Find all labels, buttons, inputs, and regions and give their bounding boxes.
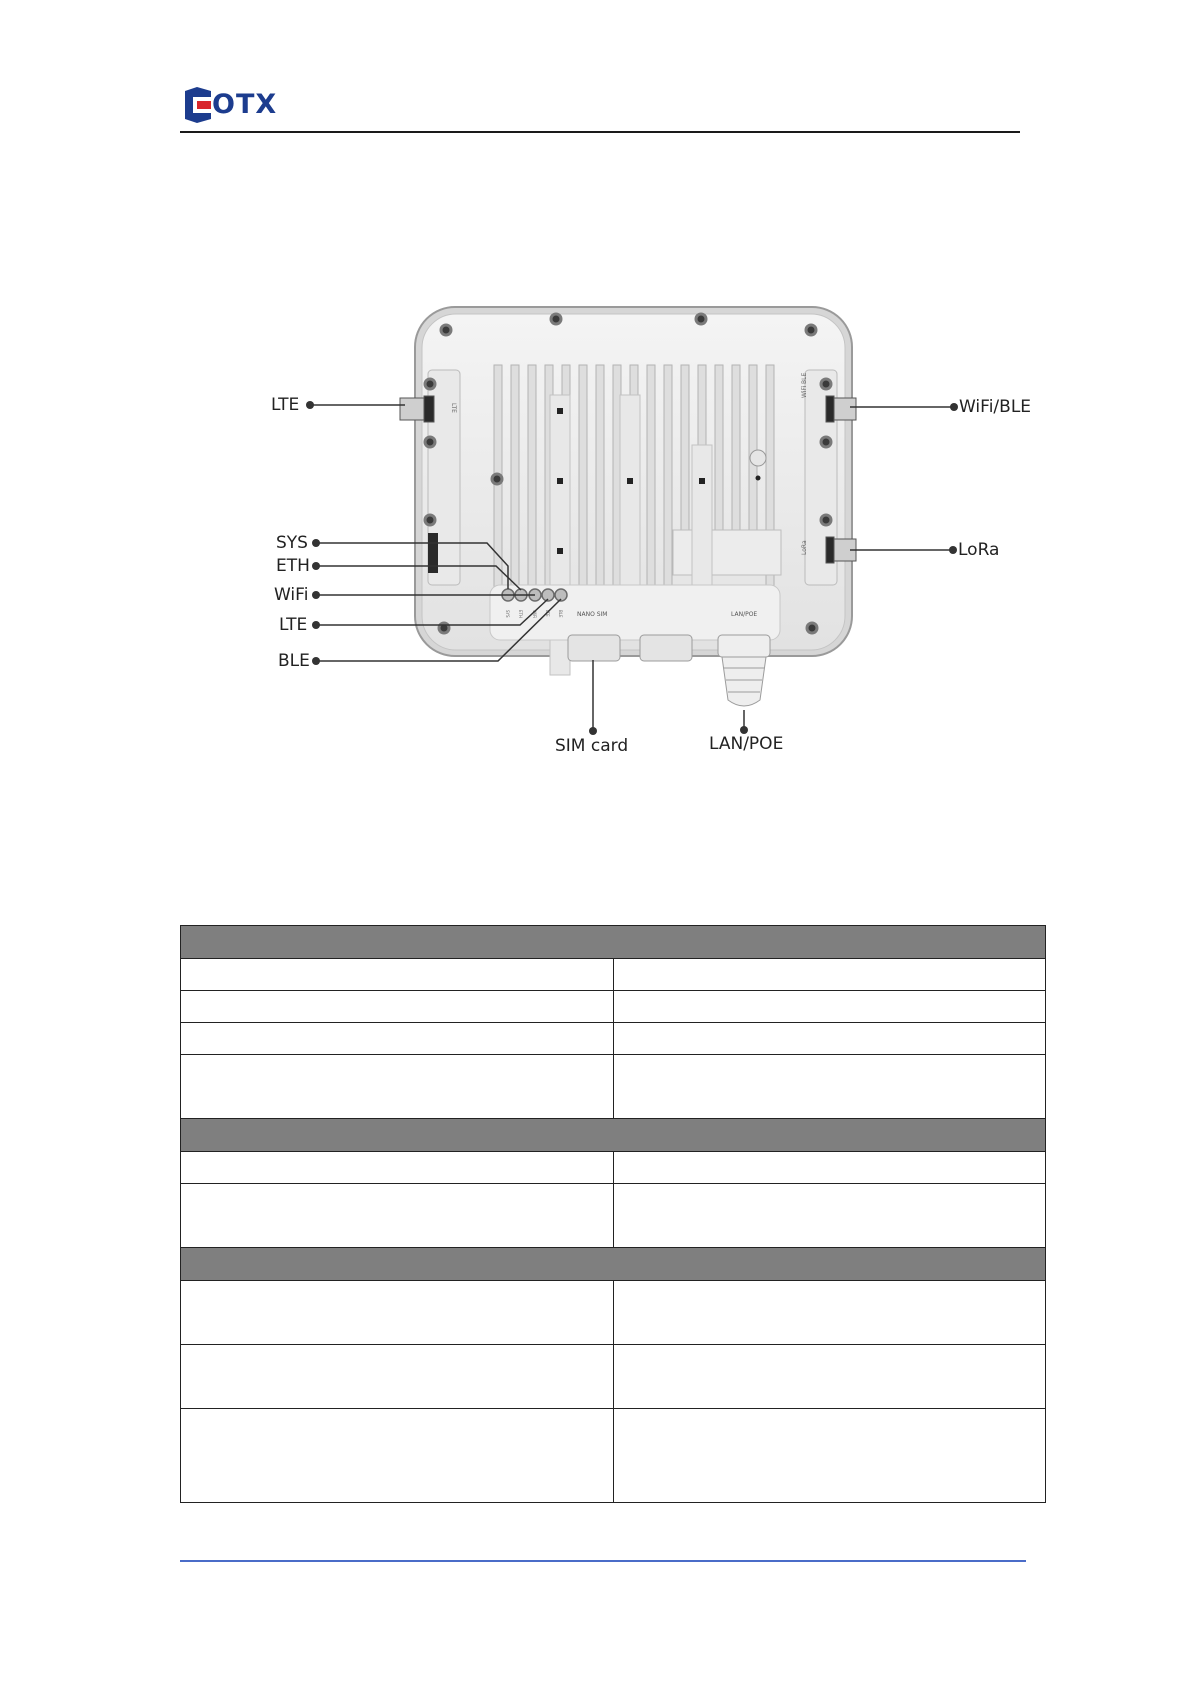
callout-sim-card: SIM card (555, 736, 629, 756)
spec-row (181, 1055, 1046, 1119)
device-lte-mark: LTE (450, 403, 457, 413)
device-lan-poe-mark: LAN/POE (731, 611, 758, 618)
device-led-label-eth: ETH (518, 610, 523, 618)
lan-gland (718, 635, 770, 706)
spec-section-header (181, 1119, 1046, 1152)
device-led-label-ble: BLE (558, 610, 563, 618)
device-nano-sim-mark: NANO SIM (577, 611, 608, 618)
device-led-label-wifi: WiFi (532, 610, 537, 619)
spec-row (181, 1152, 1046, 1184)
spec-row (181, 1023, 1046, 1055)
footer-divider (180, 1560, 1026, 1562)
callout-lora-antenna: LoRa (958, 540, 1000, 560)
center-gland (640, 635, 692, 661)
spec-row (181, 1345, 1046, 1409)
callout-wifi-ble-antenna: WiFi/BLE (959, 397, 1032, 417)
device-led-label-lte: LTE (545, 610, 550, 617)
device-led-label-sys: SYS (505, 610, 510, 618)
spec-row (181, 959, 1046, 991)
spec-row (181, 1409, 1046, 1503)
callout-lan-poe: LAN/POE (709, 734, 784, 754)
spec-table (180, 925, 1046, 1503)
callout-led-sys: SYS (276, 533, 308, 553)
device-lora-mark: LoRa (801, 540, 808, 555)
lte-connector (400, 396, 434, 422)
logo-text: OTX (212, 89, 278, 120)
spec-section-header (181, 926, 1046, 959)
spec-row (181, 991, 1046, 1023)
spec-row (181, 1184, 1046, 1248)
spec-section-header (181, 1248, 1046, 1281)
callout-led-ble: BLE (278, 651, 310, 671)
callout-led-lte: LTE (279, 615, 308, 635)
device-wifi-ble-mark: WiFi BLE (801, 372, 808, 398)
spec-row (181, 1281, 1046, 1345)
callout-lte-antenna: LTE (271, 395, 300, 415)
callout-led-eth: ETH (276, 556, 310, 576)
wifi-ble-connector (826, 396, 856, 422)
sim-gland (568, 635, 620, 661)
callout-led-wifi: WiFi (274, 585, 309, 605)
